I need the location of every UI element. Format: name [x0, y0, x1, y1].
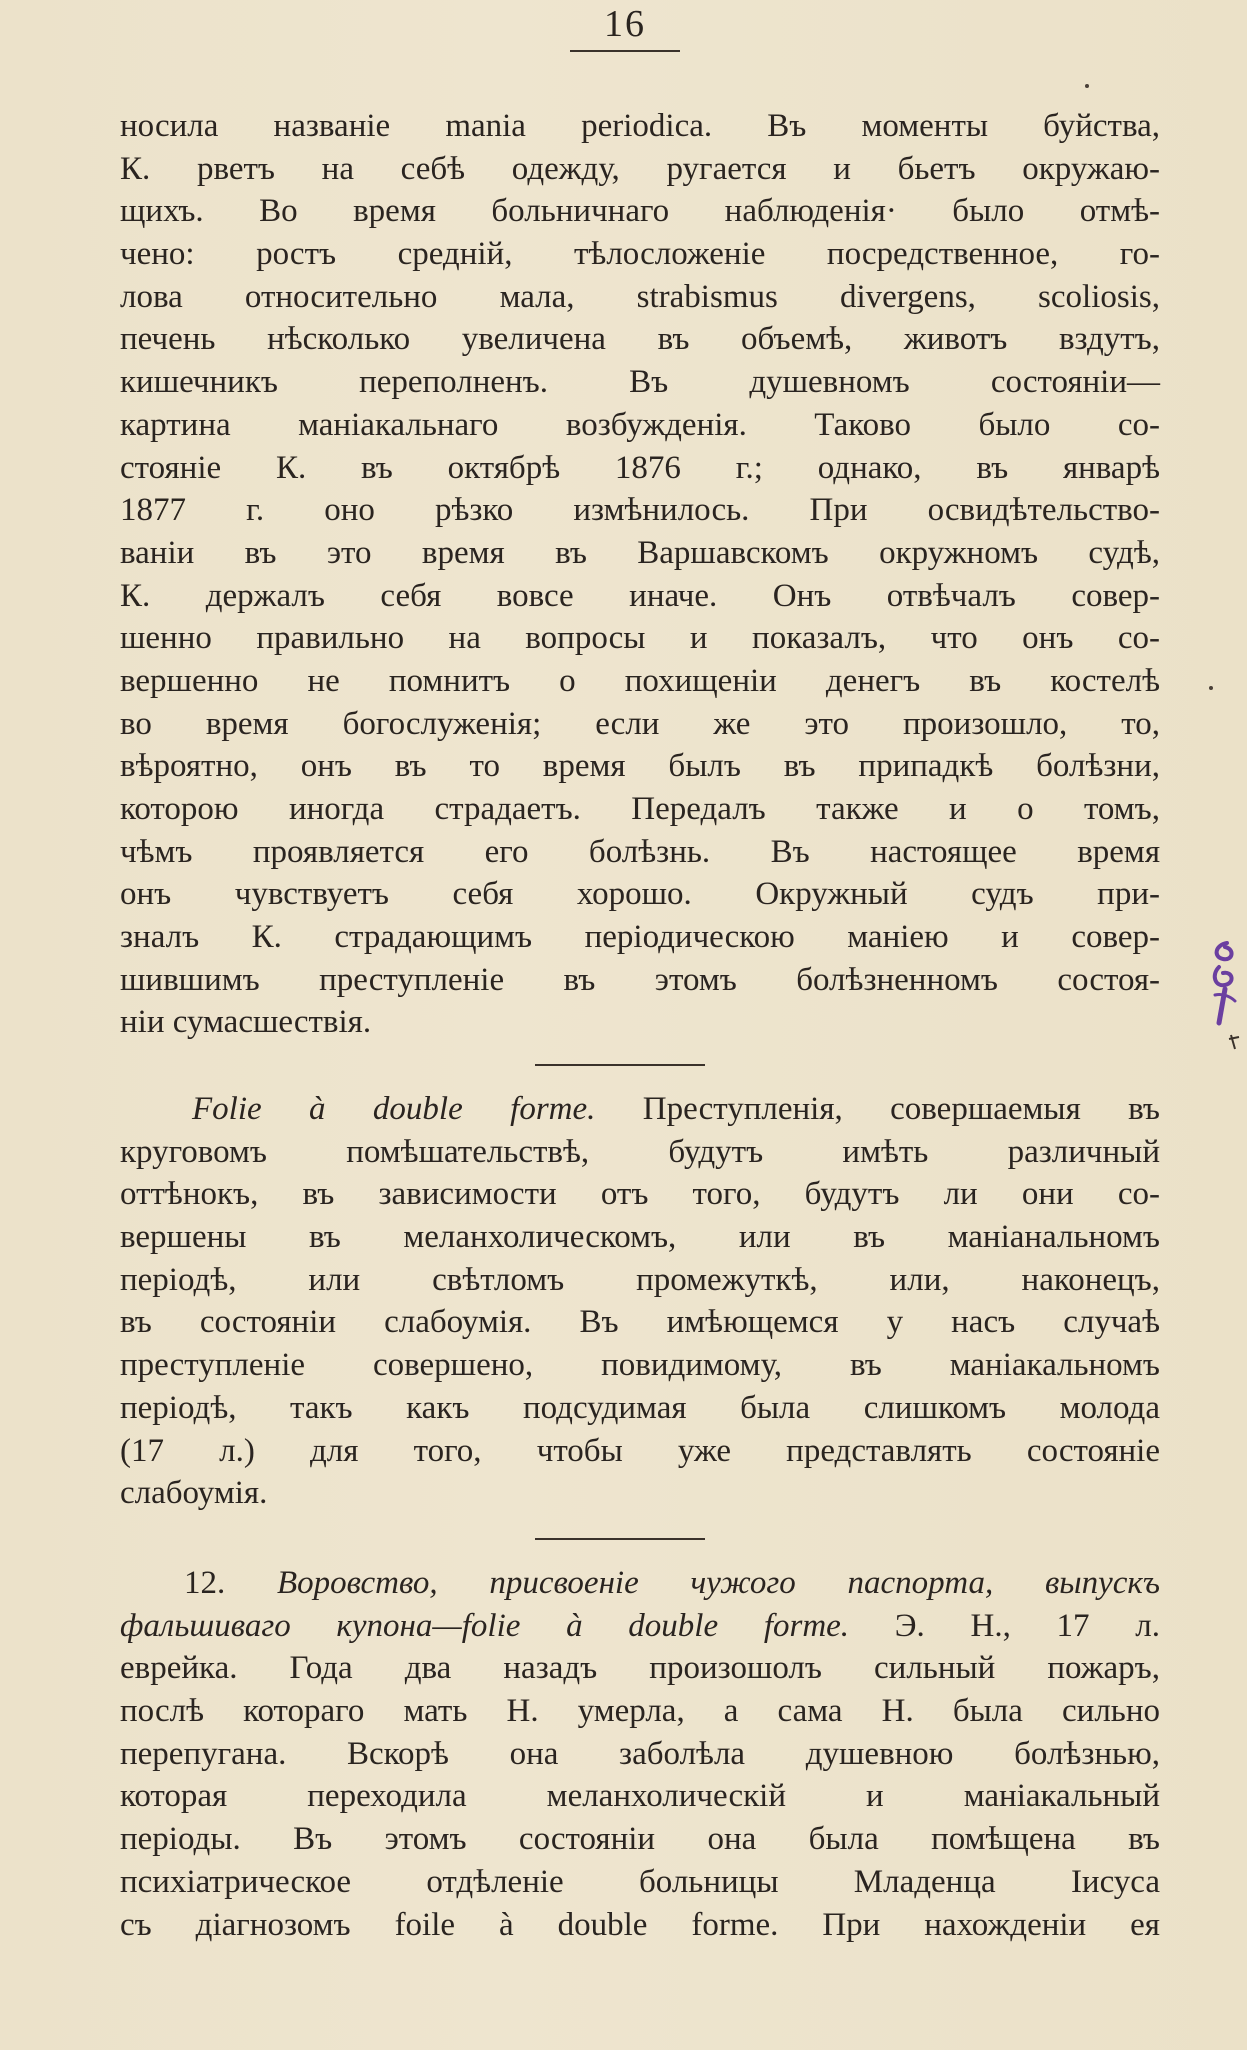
text-line: еврейка. Года два назадъ произошолъ сильный пожаръ, — [120, 1650, 1160, 1687]
margin-pencil-note — [1205, 935, 1245, 1055]
text-line: вершенно не помнитъ о похищеніи денегъ въ костелѣ — [120, 662, 1160, 699]
text-line: которая переходила меланхолическій и маніакальный — [120, 1778, 1160, 1815]
text-line: лова относительно мала, strabismus divergens, scoliosis, — [120, 278, 1160, 315]
italic-heading: Folie à double forme. — [192, 1091, 596, 1127]
text-line: періодѣ, такъ какъ подсудимая была слишкомъ молода — [120, 1389, 1160, 1426]
text-line: чено: ростъ средній, тѣлосложеніе посредственное, го- — [120, 236, 1160, 273]
page-header — [560, 0, 690, 52]
case-title: фальшиваго купона—folie à double forme. — [120, 1607, 850, 1644]
text-line: періоды. Въ этомъ состояніи она была помѣщена въ — [120, 1821, 1160, 1858]
speck-mark — [1209, 686, 1213, 690]
pencil-stroke — [1217, 943, 1232, 959]
paragraph-case-12 — [120, 1562, 1160, 1946]
case-number: 12. — [184, 1565, 226, 1601]
case-title: Воровство, присвоеніе чужого паспорта, выпускъ — [276, 1565, 1160, 1601]
section-separator — [535, 1064, 705, 1066]
text-line: чѣмъ проявляется его болѣзнь. Въ настоящее время — [120, 833, 1160, 870]
text-span: Преступленія, совершаемыя въ — [595, 1091, 1160, 1127]
section-separator — [535, 1538, 705, 1540]
pencil-stroke — [1215, 967, 1232, 985]
text-line: шенно правильно на вопросы и показалъ, что онъ со- — [120, 620, 1160, 657]
text-line: круговомъ помѣшательствѣ, будутъ имѣть различный — [120, 1133, 1160, 1170]
text-line: шившимъ преступленіе въ этомъ болѣзненномъ состоя- — [120, 961, 1160, 998]
text-line: періодѣ, или свѣтломъ промежуткѣ, или, наконецъ, — [120, 1261, 1160, 1298]
text-line: зналъ К. страдающимъ періодическою маніею и совер- — [120, 919, 1160, 956]
text-line: стояніе К. въ октябрѣ 1876 г.; однако, въ январѣ — [120, 449, 1160, 486]
text-line: ніи сумасшествія. — [120, 1004, 372, 1041]
text-line: которою иногда страдаетъ. Передалъ также и о томъ, — [120, 791, 1160, 827]
paragraph-folie-a-double-forme — [120, 1088, 1160, 1515]
text-line — [120, 1605, 1160, 1648]
text-line — [120, 1562, 1160, 1605]
text-line: К. держалъ себя вовсе иначе. Онъ отвѣчалъ совер- — [120, 577, 1160, 614]
text-line: 1877 г. оно рѣзко измѣнилось. При освидѣтельство- — [120, 492, 1160, 529]
text-line: ваніи въ это время въ Варшавскомъ окружномъ судѣ, — [120, 534, 1160, 571]
text-line: носила названіе mania periodica. Въ моменты буйства, — [120, 108, 1160, 144]
text-line: съ діагнозомъ foile à double forme. При нахожденіи ея — [120, 1906, 1160, 1943]
text-line: преступленіе совершено, повидимому, въ маніакальномъ — [120, 1347, 1160, 1384]
text-line: вершены въ меланхолическомъ, или въ маніанальномъ — [120, 1219, 1160, 1256]
text-line: послѣ котораго мать Н. умерла, а сама Н. была сильно — [120, 1693, 1160, 1730]
text-line: онъ чувствуетъ себя хорошо. Окружный судъ при- — [120, 876, 1160, 913]
text-line: (17 л.) для того, чтобы уже представлять состояніе — [120, 1432, 1160, 1469]
text-line: печень нѣсколько увеличена въ объемѣ, животъ вздутъ, — [120, 321, 1160, 358]
text-line: въ состояніи слабоумія. Въ имѣющемся у насъ случаѣ — [120, 1304, 1160, 1341]
text-line: К. рветъ на себѣ одежду, ругается и бьетъ окружаю- — [120, 150, 1160, 187]
pencil-stroke — [1229, 1035, 1239, 1049]
speck-mark — [1085, 84, 1089, 88]
header-rule — [570, 50, 680, 52]
text-line — [120, 1088, 1160, 1131]
text-line: щихъ. Во время больничнаго наблюденія· было отмѣ- — [120, 193, 1160, 230]
text-line: картина маніакальнаго возбужденія. Таково было со- — [120, 406, 1160, 443]
text-line: кишечникъ переполненъ. Въ душевномъ состояніи— — [120, 364, 1160, 401]
page-number: 16 — [604, 3, 646, 45]
text-line: вѣроятно, онъ въ то время былъ въ припадкѣ болѣзни, — [120, 748, 1160, 785]
text-line: слабоумія. — [120, 1475, 268, 1512]
text-line: перепугана. Вскорѣ она заболѣла душевною болѣзнью, — [120, 1735, 1160, 1772]
text-line: психіатрическое отдѣленіе больницы Младенца Іисуса — [120, 1863, 1160, 1900]
paragraph-case-continuation — [120, 105, 1160, 1044]
text-line: во время богослуженія; если же это произошло, то, — [120, 705, 1160, 742]
text-span: Э. Н., 17 л. — [849, 1607, 1160, 1644]
text-line: оттѣнокъ, въ зависимости отъ того, будутъ ли они со- — [120, 1176, 1160, 1213]
